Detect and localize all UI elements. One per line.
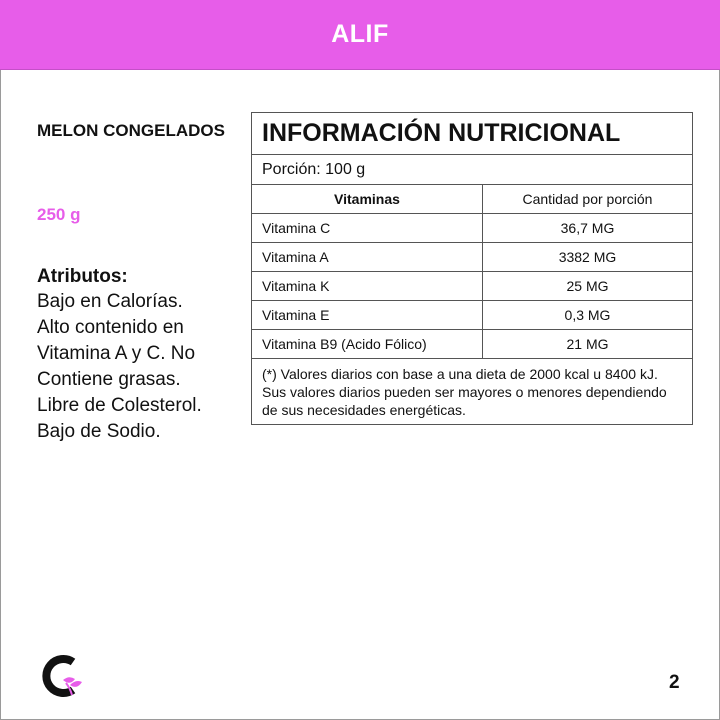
col-vitamins-header: Vitaminas	[252, 185, 483, 214]
vitamin-name: Vitamina C	[252, 214, 483, 243]
header-title: ALIF	[331, 20, 389, 48]
vitamin-amount: 21 MG	[483, 330, 693, 359]
nutrition-footnote: (*) Valores diarios con base a una dieta de 2000 kcal u 8400 kJ. Sus valores diarios pueden ser mayores o menores dependiendo de sus necesidades energéticas.	[252, 359, 693, 425]
table-row	[252, 243, 693, 272]
header-bar	[0, 0, 720, 70]
vitamin-name: Vitamina E	[252, 301, 483, 330]
nutrition-portion: Porción: 100 g	[252, 155, 693, 185]
vitamin-amount: 3382 MG	[483, 243, 693, 272]
vitamin-amount: 0,3 MG	[483, 301, 693, 330]
product-name: MELON CONGELADOS	[37, 121, 225, 140]
brand-logo-icon	[39, 653, 83, 699]
vitamin-name: Vitamina K	[252, 272, 483, 301]
nutrition-header-row	[252, 185, 693, 214]
vitamin-name: Vitamina B9 (Acido Fólico)	[252, 330, 483, 359]
nutrition-title: INFORMACIÓN NUTRICIONAL	[252, 113, 693, 155]
page-number: 2	[669, 672, 680, 693]
vitamin-amount: 25 MG	[483, 272, 693, 301]
table-row	[252, 214, 693, 243]
attributes-text: Bajo en Calorías. Alto contenido en Vitamina A y C. No Contiene grasas. Libre de Colesterol. Bajo de Sodio.	[37, 291, 202, 442]
table-row	[252, 301, 693, 330]
table-row	[252, 272, 693, 301]
attributes-title: Atributos:	[37, 266, 128, 287]
vitamin-amount: 36,7 MG	[483, 214, 693, 243]
vitamin-name: Vitamina A	[252, 243, 483, 272]
col-amount-header: Cantidad por porción	[483, 185, 693, 214]
table-row	[252, 330, 693, 359]
nutrition-table	[251, 112, 693, 425]
product-weight: 250 g	[37, 205, 81, 224]
